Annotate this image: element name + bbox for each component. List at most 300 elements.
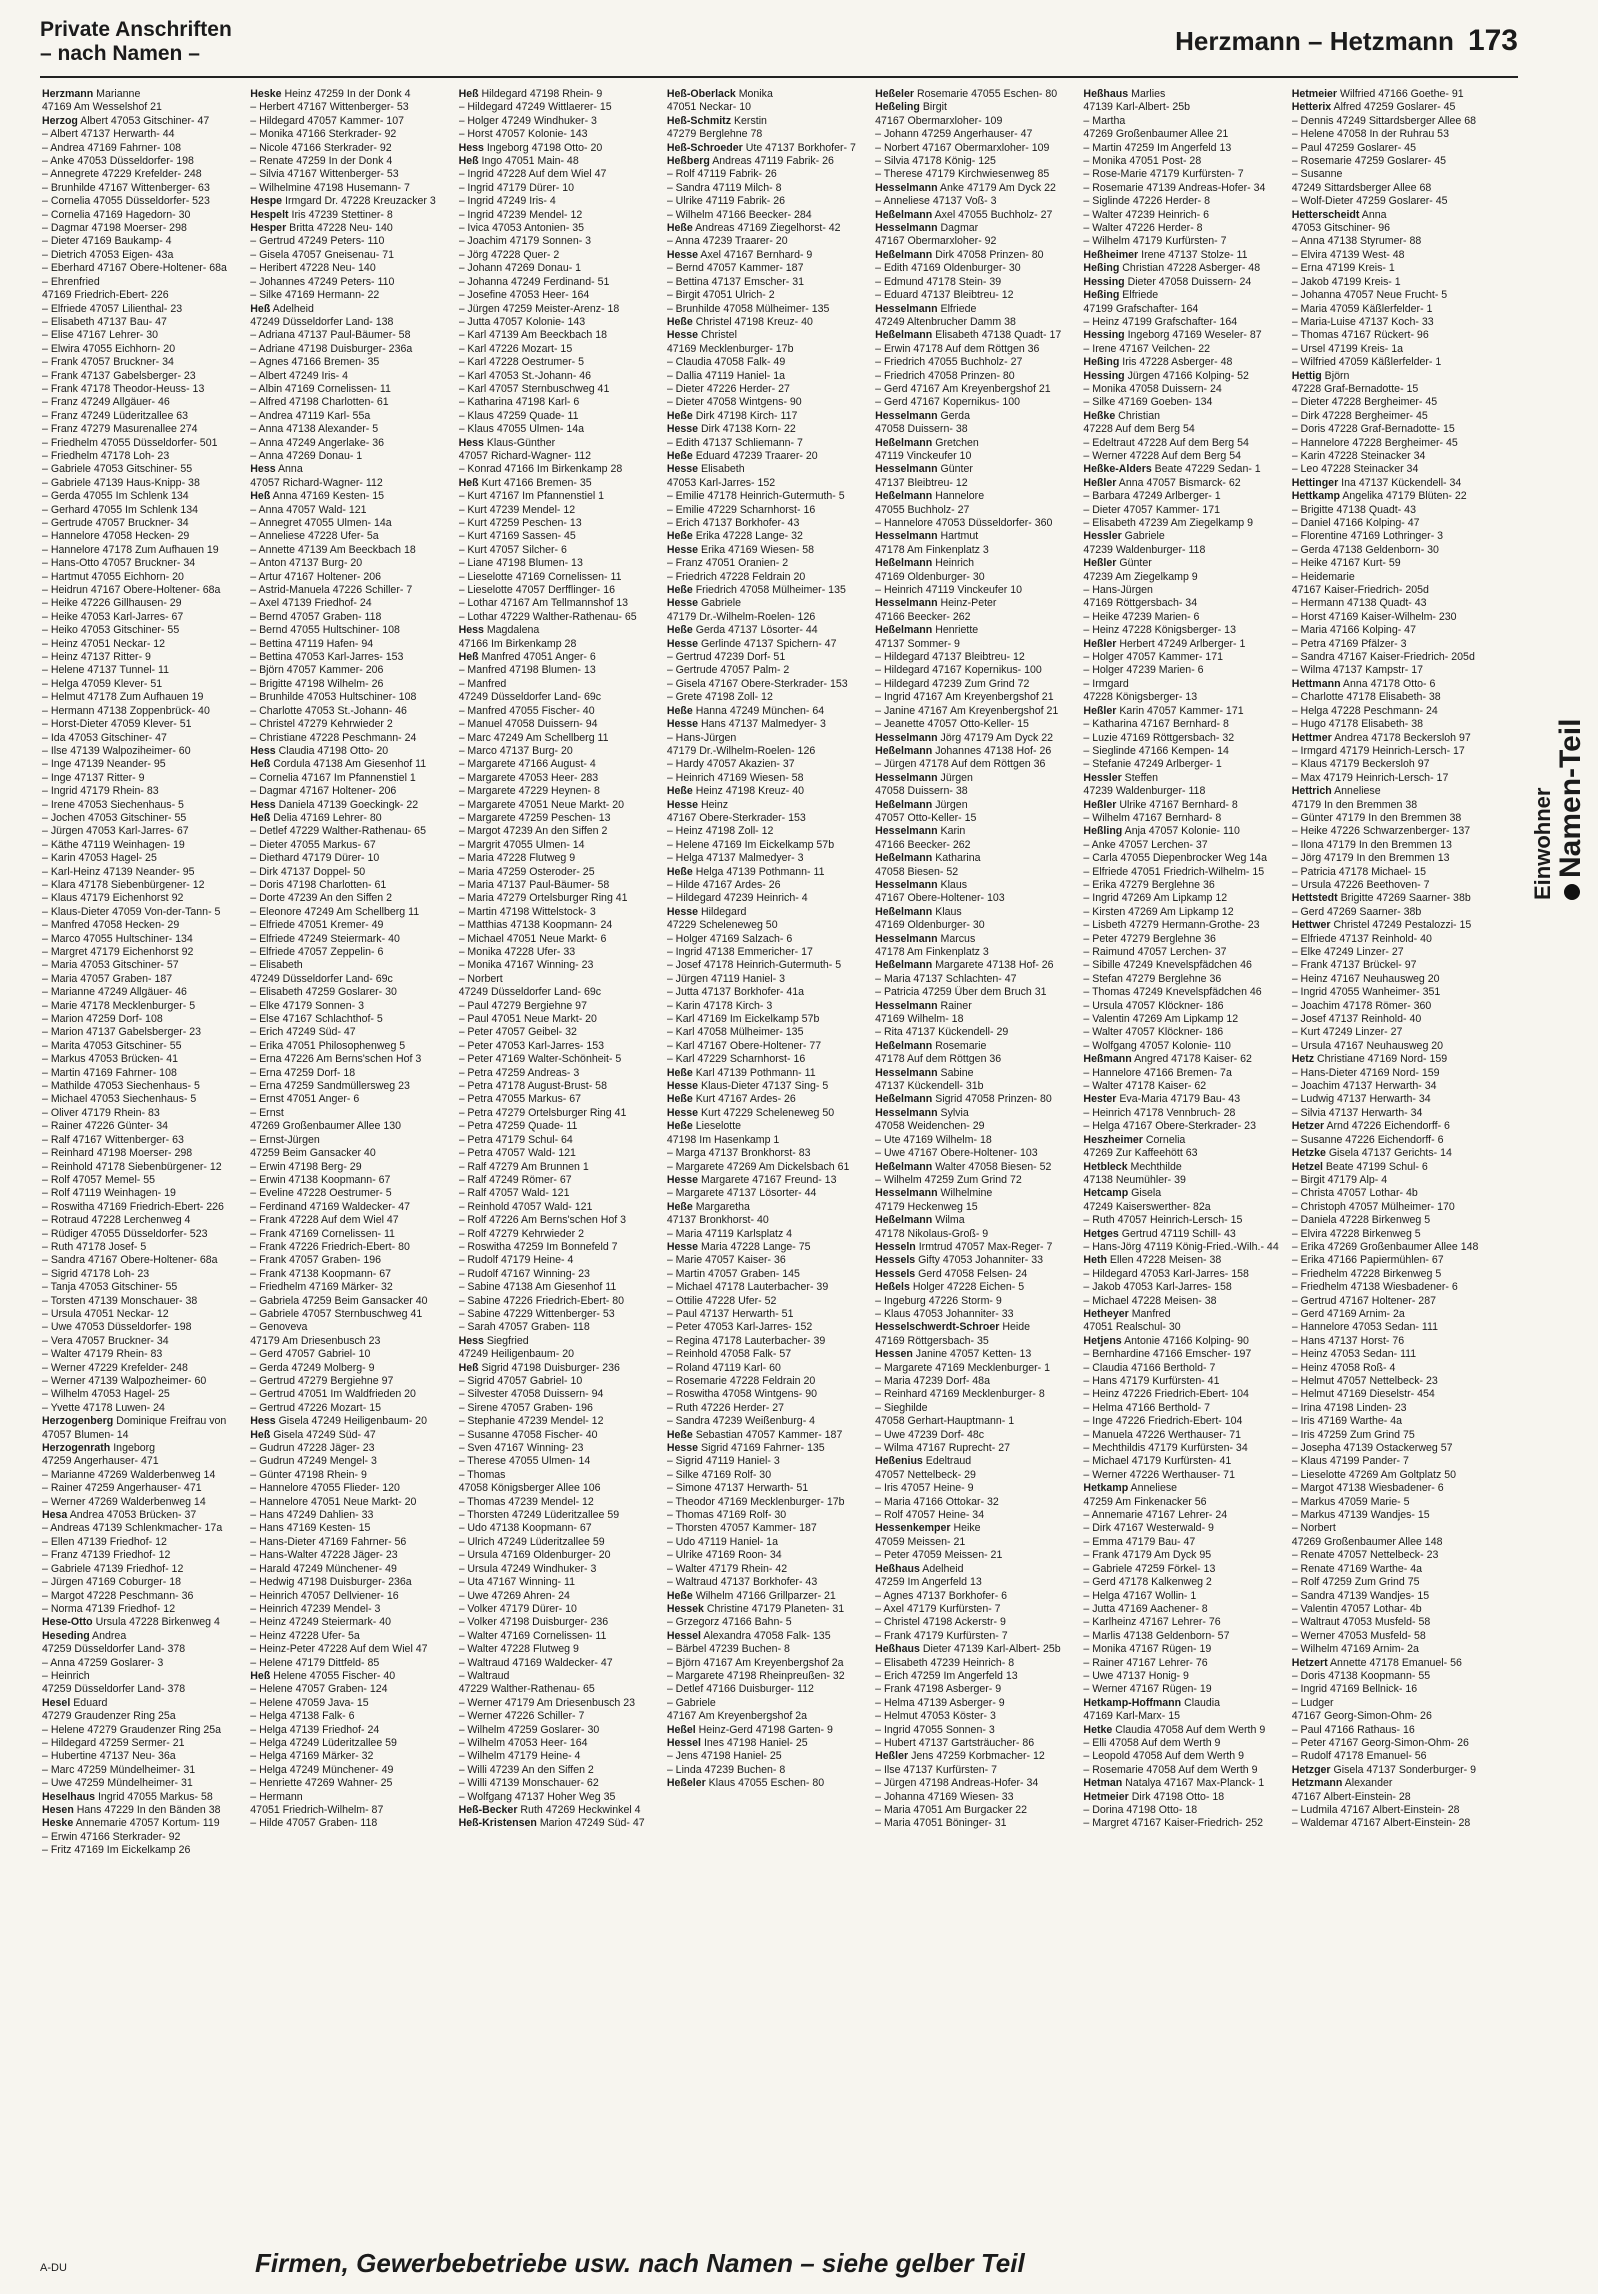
directory-entry	[875, 1107, 1073, 1120]
entry-details: Sigrid 47198 Duisburger- 236	[481, 1361, 620, 1374]
directory-entry	[459, 624, 657, 637]
entry-details: – Heinrich 47178 Vennbruch- 28	[1083, 1106, 1236, 1119]
entry-details: – Sieglinde 47166 Kempen- 14	[1083, 744, 1229, 757]
directory-entry	[667, 933, 865, 946]
entry-details: – Dieter 47058 Wintgens- 90	[666, 396, 802, 409]
directory-entry	[1083, 410, 1281, 423]
directory-entry	[1292, 1817, 1490, 1830]
entry-details: – Gabriela 47259 Beim Gansacker 40	[250, 1294, 428, 1307]
entry-details: – Petra 47178 August-Brust- 58	[458, 1080, 607, 1093]
directory-entry	[875, 1804, 1073, 1817]
entry-details: – Helga 47137 Malmedyer- 3	[666, 852, 804, 865]
directory-entry	[1083, 1348, 1281, 1361]
entry-details: – Carla 47055 Diepenbrocker Weg 14a	[1083, 852, 1267, 865]
side-tab	[1526, 600, 1586, 900]
entry-details: – Thomas 47239 Mendel- 12	[458, 1495, 594, 1508]
entry-details: – Karl 47057 Sternbuschweg 41	[458, 382, 610, 395]
entry-details: – Erna 47226 Am Berns'schen Hof 3	[250, 1053, 422, 1066]
directory-entry	[1292, 718, 1490, 731]
entry-details: Sylvia	[940, 1106, 969, 1119]
entry-details: – Karl-Heinz 47139 Neander- 95	[42, 865, 195, 878]
entry-details: – Markus 47139 Wandjes- 15	[1291, 1509, 1430, 1522]
directory-entry	[250, 1362, 448, 1375]
entry-details: 47239 Am Ziegelkamp 9	[1083, 570, 1198, 583]
entry-surname: Heße	[666, 222, 693, 235]
entry-details: – Wilhelm 47169 Arnim- 2a	[1291, 1643, 1419, 1656]
directory-entry	[875, 718, 1073, 731]
directory-entry	[667, 1067, 865, 1080]
entry-details: 47053 Karl-Jarres- 152	[666, 476, 776, 489]
directory-entry	[875, 1657, 1073, 1670]
entry-details: Ingeborg 47169 Weseler- 87	[1127, 329, 1262, 342]
directory-entry	[875, 1067, 1073, 1080]
directory-entry	[42, 1187, 240, 1200]
directory-entry	[459, 785, 657, 798]
directory-entry	[459, 1750, 657, 1763]
entry-surname: Heske	[250, 88, 282, 100]
directory-entry	[667, 758, 865, 771]
directory-entry	[1292, 1053, 1490, 1066]
entry-details: – Andrea 47119 Karl- 55a	[250, 409, 371, 422]
entry-details: – Reinhold 47058 Falk- 57	[666, 1348, 792, 1361]
directory-entry	[1292, 1710, 1490, 1723]
directory-entry	[875, 745, 1073, 758]
directory-entry	[1292, 504, 1490, 517]
entry-details: – Doris 47228 Graf-Bernadotte- 15	[1291, 423, 1455, 436]
entry-details: Herbert 47249 Arlberger- 1	[1119, 637, 1246, 650]
entry-details: 47058 Biesen- 52	[875, 865, 959, 878]
directory-entry	[1292, 691, 1490, 704]
entry-details: – Kurt 47057 Silcher- 6	[458, 543, 567, 556]
directory-entry	[1083, 1000, 1281, 1013]
directory-entry	[1083, 235, 1281, 248]
entry-details: – Ingrid 47249 Iris- 4	[458, 195, 556, 208]
entry-details: Rosemarie	[935, 1039, 987, 1052]
entry-details: 47179 Dr.-Wilhelm-Roelen- 126	[666, 744, 816, 757]
entry-details: – Bernhardine 47166 Emscher- 197	[1083, 1348, 1252, 1361]
entry-details: – Frank 47179 Kurfürsten- 7	[875, 1629, 1008, 1642]
entry-details: – Margarete 47169 Mecklenburger- 1	[875, 1361, 1051, 1374]
directory-entry	[42, 517, 240, 530]
directory-entry	[1083, 1509, 1281, 1522]
entry-details: – Yvette 47178 Luwen- 24	[42, 1401, 165, 1414]
directory-entry	[1292, 812, 1490, 825]
directory-entry	[875, 1268, 1073, 1281]
directory-entry	[1292, 329, 1490, 342]
directory-entry	[250, 1455, 448, 1468]
directory-entry	[42, 316, 240, 329]
directory-entry	[459, 1375, 657, 1388]
directory-entry	[1292, 343, 1490, 356]
entry-surname: Heßing	[1083, 289, 1120, 302]
directory-entry	[875, 1817, 1073, 1830]
directory-entry	[1292, 1026, 1490, 1039]
directory-entry	[250, 383, 448, 396]
entry-details: – Klaus 47179 Eichenhorst 92	[42, 892, 184, 905]
directory-entry	[875, 1724, 1073, 1737]
entry-surname: Hettinger	[1291, 476, 1339, 489]
entry-details: Marion 47249 Süd- 47	[539, 1817, 645, 1830]
directory-entry	[1292, 396, 1490, 409]
directory-entry	[250, 155, 448, 168]
directory-entry	[42, 1563, 240, 1576]
directory-entry	[42, 276, 240, 289]
directory-entry	[250, 329, 448, 342]
directory-entry	[875, 1201, 1073, 1214]
directory-entry	[1292, 1013, 1490, 1026]
directory-entry	[667, 638, 865, 651]
directory-entry	[1083, 799, 1281, 812]
entry-details: – Horst 47057 Kolonie- 143	[458, 128, 588, 141]
entry-details: – Doris 47138 Koopmann- 55	[1291, 1669, 1431, 1682]
entry-details: – Martha	[1083, 114, 1126, 127]
directory-entry	[459, 839, 657, 852]
directory-entry	[459, 1388, 657, 1401]
entry-details: – Heribert 47228 Neu- 140	[250, 262, 376, 275]
directory-entry	[1292, 101, 1490, 114]
directory-entry	[875, 249, 1073, 262]
entry-details: Angred 47178 Kaiser- 62	[1134, 1053, 1252, 1066]
entry-details: – Margarete 47229 Heynen- 8	[458, 785, 600, 798]
entry-details: – Sirene 47057 Graben- 196	[458, 1401, 593, 1414]
entry-details: 47055 Buchholz- 27	[875, 503, 970, 516]
directory-entry	[250, 262, 448, 275]
entry-details: – Oliver 47179 Rhein- 83	[42, 1106, 160, 1119]
entry-details: – Alfred 47198 Charlotten- 61	[250, 396, 389, 409]
entry-details: – Marie 47178 Mecklenburger- 5	[42, 999, 196, 1012]
entry-details: – Friedrich 47228 Feldrain 20	[666, 570, 806, 583]
entry-surname: Heßelmann	[875, 1160, 933, 1173]
directory-entry	[1292, 463, 1490, 476]
directory-entry	[1292, 1161, 1490, 1174]
entry-details: – Heinrich 47169 Wiesen- 58	[666, 771, 804, 784]
entry-details: Birgit	[922, 101, 947, 114]
directory-entry	[42, 852, 240, 865]
entry-details: – Sandra 47119 Milch- 8	[666, 181, 782, 194]
directory-entry	[1292, 638, 1490, 651]
entry-details: – Silke 47169 Hermann- 22	[250, 289, 380, 302]
entry-details: – Gisela 47057 Gneisenau- 71	[250, 248, 394, 261]
directory-entry	[875, 1536, 1073, 1549]
entry-surname: Heßmann	[1083, 1053, 1132, 1066]
entry-details: – Heinrich 47057 Dellviener- 16	[250, 1589, 399, 1602]
entry-details: – Dorte 47239 An den Siffen 2	[250, 892, 393, 905]
side-tab-line1: Einwohner	[1530, 787, 1555, 900]
entry-details: – Dagmar 47198 Moerser- 298	[42, 222, 187, 235]
entry-details: – Hannelore 47055 Flieder- 120	[250, 1482, 400, 1495]
directory-entry	[459, 852, 657, 865]
entry-details: – Dieter 47057 Kammer- 171	[1083, 503, 1221, 516]
directory-entry	[1083, 1670, 1281, 1683]
directory-entry	[667, 1549, 865, 1562]
directory-entry	[1083, 1737, 1281, 1750]
entry-details: Elisabeth	[701, 463, 745, 476]
entry-surname: Hess	[458, 436, 484, 449]
entry-details: – Manuela 47226 Werthauser- 71	[1083, 1428, 1242, 1441]
directory-entry	[1083, 101, 1281, 114]
directory-entry	[459, 651, 657, 664]
directory-entry	[459, 410, 657, 423]
entry-details: Elisabeth 47138 Quadt- 17	[935, 329, 1062, 342]
directory-entry	[1292, 1536, 1490, 1549]
entry-details: – Helene 47169 Im Eickelkamp 57b	[666, 838, 835, 851]
entry-surname: Hessenkemper	[875, 1522, 951, 1535]
entry-surname: Heß-Schroeder	[666, 141, 743, 154]
entry-details: – Torsten 47139 Monschauer- 38	[42, 1294, 198, 1307]
directory-entry	[667, 584, 865, 597]
directory-entry	[667, 1388, 865, 1401]
entry-details: – Petra 47179 Schul- 64	[458, 1133, 573, 1146]
directory-entry	[1292, 1616, 1490, 1629]
entry-details: – Iris 47169 Warthe- 4a	[1291, 1415, 1403, 1428]
entry-details: 47057 Nettelbeck- 29	[875, 1468, 976, 1481]
entry-details: – Rüdiger 47055 Düsseldorfer- 523	[42, 1227, 208, 1240]
entry-details: – Hildegard 47057 Kammer- 107	[250, 114, 404, 127]
directory-entry	[667, 209, 865, 222]
entry-surname: Heß	[458, 155, 479, 168]
directory-entry	[459, 115, 657, 128]
entry-details: Annemarie 47057 Kortum- 119	[75, 1817, 220, 1830]
directory-entry	[250, 1134, 448, 1147]
directory-entry	[250, 477, 448, 490]
entry-details: – Rolf 47057 Memel- 55	[42, 1173, 156, 1186]
entry-details: – Hermann	[250, 1790, 303, 1803]
entry-details: – Nicole 47166 Sterkrader- 92	[250, 141, 392, 154]
directory-entry	[250, 718, 448, 731]
directory-entry	[875, 1710, 1073, 1723]
entry-surname: Heß	[250, 1669, 271, 1682]
directory-entry	[42, 1080, 240, 1093]
entry-details: – Willi 47139 Monschauer- 62	[458, 1777, 599, 1790]
directory-entry	[459, 1536, 657, 1549]
entry-details: – Brunhilde 47058 Mülheimer- 135	[666, 302, 830, 315]
entry-details: – Gertrude 47057 Bruckner- 34	[42, 517, 189, 529]
entry-details: – Maria 47057 Graben- 187	[42, 972, 173, 985]
directory-entry	[42, 1348, 240, 1361]
directory-entry	[42, 1295, 240, 1308]
directory-entry	[1292, 839, 1490, 852]
entry-details: – Susanne	[1291, 168, 1343, 181]
entry-details: 47167 Am Kreyenbergshof 2a	[666, 1710, 808, 1723]
entry-details: 47166 Beecker- 262	[875, 838, 971, 851]
directory-entry	[42, 249, 240, 262]
entry-details: – Peter 47279 Berglehne 36	[1083, 932, 1216, 945]
directory-entry	[42, 745, 240, 758]
directory-entry	[875, 1335, 1073, 1348]
entry-details: – Jürgen 47198 Andreas-Hofer- 34	[875, 1777, 1039, 1790]
directory-entry	[667, 1040, 865, 1053]
entry-details: – Marion 47259 Dorf- 108	[42, 1013, 163, 1026]
entry-details: – Peter 47169 Walter-Schönheit- 5	[458, 1053, 622, 1066]
entry-details: – Helma 47139 Asberger- 9	[875, 1696, 1005, 1709]
entry-details: – Claudia 47058 Falk- 49	[666, 356, 786, 369]
directory-entry	[875, 1415, 1073, 1428]
directory-entry	[459, 1657, 657, 1670]
entry-surname: Heßhaus	[875, 1643, 920, 1656]
directory-entry	[1292, 1388, 1490, 1401]
entry-details: – Hans-Jürgen	[666, 731, 737, 744]
directory-entry	[1292, 1120, 1490, 1133]
entry-surname: Heßler	[1083, 704, 1117, 717]
directory-entry	[250, 638, 448, 651]
entry-details: – Silke 47169 Goeben- 134	[1083, 396, 1213, 409]
directory-entry	[1083, 1536, 1281, 1549]
entry-details: 47137 Sommer- 9	[875, 637, 960, 650]
entry-surname: Heßelmann	[875, 329, 933, 342]
entry-details: – Erich 47249 Süd- 47	[250, 1026, 356, 1039]
directory-entry	[459, 1295, 657, 1308]
directory-entry	[459, 611, 657, 624]
directory-entry	[1292, 852, 1490, 865]
entry-details: Maria 47228 Lange- 75	[701, 1240, 811, 1253]
entry-details: Dirk 47058 Prinzen- 80	[935, 248, 1044, 261]
entry-details: Hannelore	[935, 490, 985, 503]
directory-entry	[459, 1107, 657, 1120]
entry-details: – Franz 47279 Masurenallee 274	[42, 423, 198, 436]
directory-entry	[1292, 128, 1490, 141]
entry-details: Ursula 47228 Birkenweg 4	[95, 1616, 220, 1629]
entry-details: 47239 Waldenburger- 118	[1083, 543, 1206, 556]
entry-details: – Manfred	[458, 677, 507, 690]
entry-details: – Gisela 47167 Obere-Sterkrader- 153	[666, 677, 848, 690]
entry-details: – Gerd 47169 Arnim- 2a	[1291, 1307, 1405, 1320]
entry-details: – Jörg 47179 In den Bremmen 13	[1291, 852, 1450, 865]
entry-details: Dirk 47138 Korn- 22	[701, 423, 796, 436]
entry-details: – Hildegard 47239 Zum Grind 72	[875, 677, 1030, 690]
entry-surname: Hesselmann	[875, 222, 938, 235]
entry-details: 47057 Richard-Wagner- 112	[458, 449, 592, 462]
entry-surname: Hesse	[666, 329, 699, 342]
entry-details: Anneliese	[1334, 785, 1381, 798]
entry-details: – Therese 47179 Kirchwiesenweg 85	[875, 168, 1050, 181]
entry-details: 47228 Graf-Bernadotte- 15	[1291, 382, 1419, 395]
directory-entry	[875, 289, 1073, 302]
directory-entry	[42, 1509, 240, 1522]
directory-entry	[459, 182, 657, 195]
directory-entry	[1292, 1214, 1490, 1227]
entry-details: – Heinz 47249 Steiermark- 40	[250, 1616, 392, 1629]
entry-details: – Ursula 47167 Neuhausweg 20	[1291, 1039, 1444, 1052]
directory-entry	[1292, 1348, 1490, 1361]
entry-surname: Heßelmann	[875, 798, 933, 811]
directory-entry	[875, 182, 1073, 195]
directory-entry	[1292, 1362, 1490, 1375]
entry-details: – Albert 47137 Herwarth- 44	[42, 128, 175, 141]
entry-details: – Gertrud 47239 Dorf- 51	[666, 651, 786, 664]
entry-details: Gretchen	[935, 436, 979, 449]
directory-entry	[1292, 316, 1490, 329]
entry-details: – Ursula 47057 Klöckner- 186	[1083, 999, 1224, 1012]
entry-details: – Elfriede 47051 Kremer- 49	[250, 919, 384, 932]
entry-details: Andreas 47119 Fabrik- 26	[712, 155, 834, 168]
entry-details: – Katharina 47167 Bernhard- 8	[1083, 718, 1229, 731]
entry-details: – Birgit 47179 Alp- 4	[1291, 1173, 1388, 1186]
directory-entry	[459, 1670, 657, 1683]
entry-details: – Mathilde 47053 Siechenhaus- 5	[42, 1080, 200, 1093]
directory-entry	[875, 343, 1073, 356]
entry-details: – Elke 47249 Linzer- 27	[1291, 946, 1404, 958]
entry-details: Delia 47169 Lehrer- 80	[273, 811, 382, 824]
entry-details: – Margarete 47166 August- 4	[458, 758, 596, 771]
entry-surname: Heßelmann	[875, 248, 933, 261]
entry-details: – Tanja 47053 Gitschiner- 55	[42, 1281, 178, 1294]
entry-details: 47259 Im Angerfeld 13	[875, 1576, 982, 1589]
entry-details: 47167 Obere-Holtener- 103	[875, 892, 1005, 905]
directory-entry	[1083, 651, 1281, 664]
entry-surname: Heße	[666, 785, 693, 798]
entry-details: – Eberhard 47167 Obere-Holtener- 68a	[42, 262, 227, 275]
entry-details: – Markus 47059 Marie- 5	[1291, 1495, 1410, 1508]
entry-details: – Manuel 47058 Duissern- 94	[458, 718, 598, 731]
directory-entry	[1083, 785, 1281, 798]
directory-entry	[42, 1750, 240, 1763]
entry-surname: Hessels	[875, 1267, 916, 1280]
directory-entry	[1083, 370, 1281, 383]
entry-details: – Jürgen 47119 Haniel- 3	[666, 972, 786, 985]
entry-details: – Monika 47051 Post- 28	[1083, 155, 1202, 168]
entry-details: Manfred 47051 Anger- 6	[481, 651, 596, 664]
directory-entry	[42, 222, 240, 235]
directory-entry	[1083, 571, 1281, 584]
entry-details: – Lothar 47167 Am Tellmannshof 13	[458, 597, 628, 610]
entry-details: – Norbert	[458, 972, 503, 985]
directory-entry	[1083, 1603, 1281, 1616]
entry-details: – Wilhelm 47053 Hagel- 25	[42, 1388, 170, 1401]
entry-details: Gifty 47053 Johanniter- 33	[918, 1254, 1044, 1267]
entry-details: – Peter 47059 Meissen- 21	[875, 1549, 1003, 1562]
entry-details: – Jochen 47053 Gitschiner- 55	[42, 811, 187, 824]
entry-details: – Rosemarie 47228 Feldrain 20	[666, 1375, 816, 1387]
entry-details: Ingeborg	[113, 1442, 156, 1455]
directory-entry	[459, 705, 657, 718]
entry-surname: Heßeler	[666, 1777, 706, 1790]
entry-details: – Jörg 47228 Quer- 2	[458, 248, 560, 261]
directory-entry	[1292, 303, 1490, 316]
directory-entry	[250, 1791, 448, 1804]
directory-entry	[1292, 624, 1490, 637]
directory-entry	[1083, 906, 1281, 919]
entry-details: – Bernd 47055 Hultschiner- 108	[250, 624, 400, 637]
entry-details: – Frank 47198 Asberger- 9	[875, 1683, 1002, 1696]
entry-details: – Waltraud 47137 Borkhofer- 43	[666, 1576, 818, 1589]
directory-entry	[1292, 1415, 1490, 1428]
directory-entry	[1292, 973, 1490, 986]
directory-entry	[1083, 611, 1281, 624]
entry-details: Eduard 47239 Traarer- 20	[695, 449, 818, 462]
entry-details: – Elisabeth 47239 Heinrich- 8	[875, 1656, 1015, 1669]
directory-entry	[250, 611, 448, 624]
entry-details: – Rosemarie 47058 Auf dem Werth 9	[1083, 1763, 1258, 1776]
directory-entry	[459, 1764, 657, 1777]
directory-entry	[459, 1496, 657, 1509]
entry-details: – Gudrun 47228 Jäger- 23	[250, 1442, 375, 1455]
entry-details: Gerd 47058 Felsen- 24	[918, 1267, 1028, 1280]
directory-entry	[875, 758, 1073, 771]
entry-details: Natalya 47167 Max-Planck- 1	[1125, 1777, 1265, 1790]
directory-entry	[250, 812, 448, 825]
entry-details: – Helga 47249 Lüderitzallee 59	[250, 1736, 397, 1749]
entry-surname: Heße	[666, 1093, 693, 1106]
entry-details: – Frank 47179 Am Dyck 95	[1083, 1549, 1212, 1562]
entry-details: – Bettina 47137 Emscher- 31	[666, 275, 805, 288]
directory-entry	[667, 624, 865, 637]
directory-entry	[250, 1657, 448, 1670]
entry-details: – Wolf-Dieter 47259 Goslarer- 45	[1291, 195, 1448, 208]
entry-details: – Hilde 47057 Graben- 118	[250, 1817, 378, 1830]
directory-entry	[667, 316, 865, 329]
directory-entry	[459, 678, 657, 691]
directory-entry	[875, 1469, 1073, 1482]
